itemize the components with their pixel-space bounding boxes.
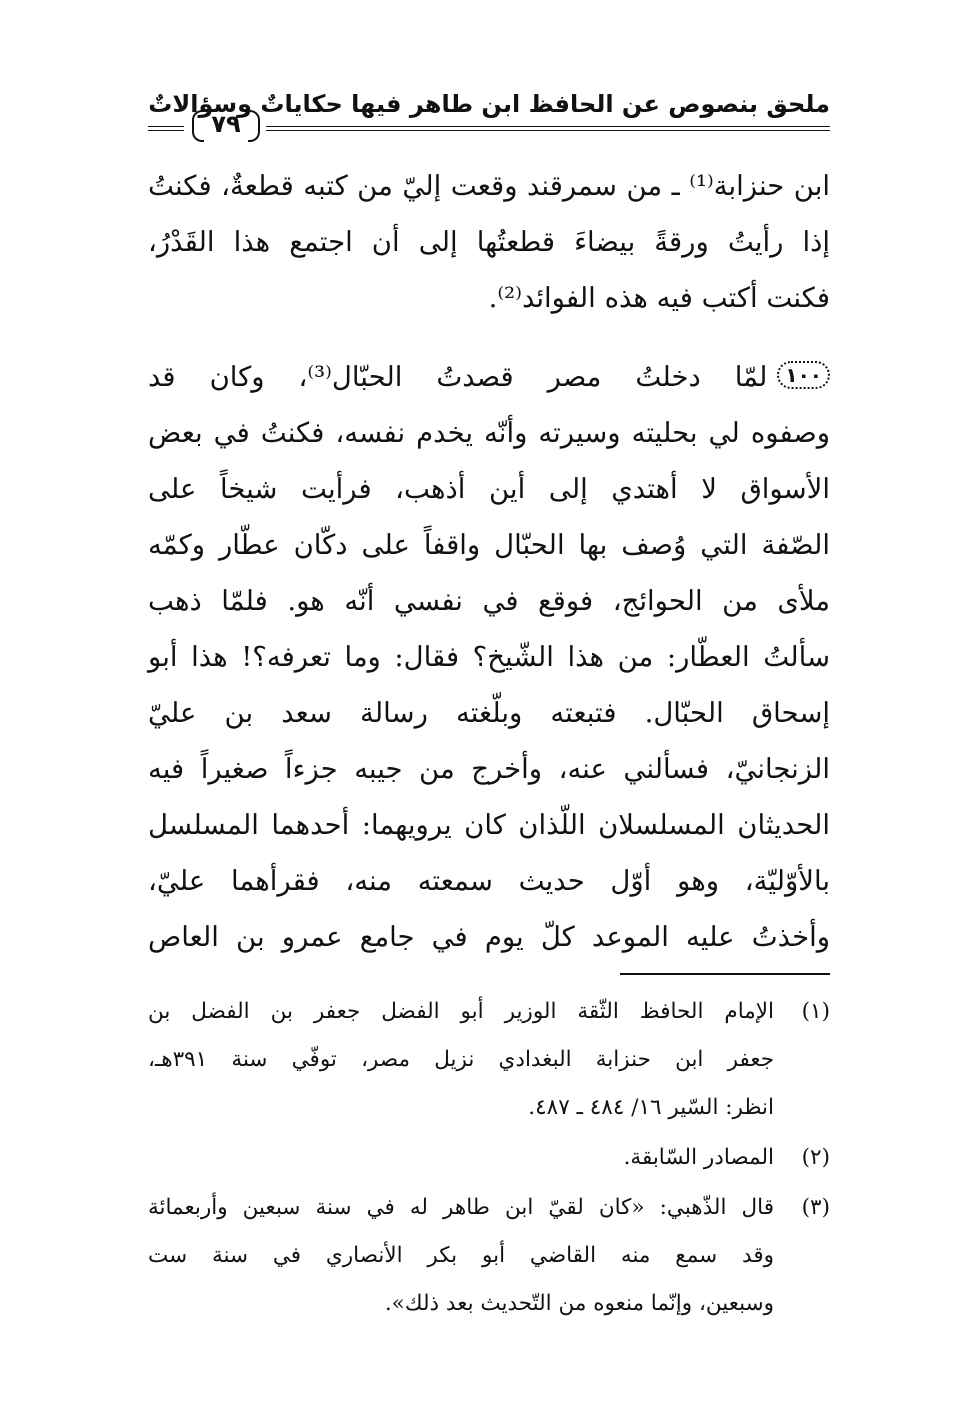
text-line: الزنجانيّ، فسألني عنه، وأخرج من جيبه جزءاً صغيراً فيه: [148, 753, 830, 785]
text-line: فكنت أكتب فيه هذه الفوائد⁽²⁾.: [488, 282, 830, 314]
footnote-number: (٣): [801, 1195, 830, 1220]
footnote-line: الإمام الحافظ الثّقة الوزير أبو الفضل جعفر بن الفضل بن: [148, 999, 774, 1024]
header-rule-left: [148, 126, 184, 131]
page-number: ٧٩: [192, 106, 260, 142]
footnote-line: وقد سمع منه القاضي أبو بكر الأنصاري في سنة ست: [148, 1243, 774, 1268]
text-line: الأسواق لا أهتدي إلى أين أذهب، فرأيت شيخاً على: [148, 473, 830, 505]
footnote-text: [148, 1184, 774, 1328]
footnote: [148, 1134, 830, 1182]
footnote-text: [148, 1134, 774, 1182]
footnotes: [148, 988, 830, 1330]
entry-first-line: لمّا دخلتُ مصر قصدتُ الحبّال⁽³⁾، وكان قد: [148, 361, 768, 393]
footnote-number: (٢): [801, 1145, 830, 1170]
text-line: بالأوّليّة، وهو أوّل حديث سمعته منه، فقرأهما عليّ،: [148, 865, 830, 897]
footnote-line: قال الذّهبي: «كان لقيّ ابن طاهر له في سنة سبعين وأربعمائة: [148, 1195, 774, 1220]
text-line: ابن حنزابة⁽¹⁾ ـ من سمرقند وقعت إليّ من كتبه قطعةٌ، فكنتُ: [148, 170, 830, 202]
footnote: [148, 988, 830, 1132]
text-line: ملأى من الحوائج، فوقع في نفسي أنّه هو. فلمّا ذهب: [148, 585, 830, 617]
text-line: الحديثان المسلسلان اللّذان كان يرويهما: أحدهما المسلسل: [148, 809, 830, 841]
footnote-line: المصادر السّابقة.: [623, 1145, 774, 1170]
text-line: إذا رأيتُ ورقةً بيضاءَ قطعتُها إلى أن اجتمع هذا القَدْرُ،: [148, 226, 830, 258]
text-line: إسحاق الحبّال. فتبعته وبلّغته رسالة سعد بن عليّ: [148, 697, 830, 729]
footnote-line: انظر: السّير ١٦/ ٤٨٤ ـ ٤٨٧.: [528, 1095, 774, 1120]
entry-number-badge: ١٠٠: [777, 361, 830, 389]
text-line: وصفوه لي بحليته وسيرته وأنّه يخدم نفسه، فكنتُ في بعض: [148, 417, 830, 449]
running-header: [148, 86, 830, 146]
footnote-text: [148, 988, 774, 1132]
footnote-line: جعفر ابن حنزابة البغدادي نزيل مصر، توفّي سنة ٣٩١هـ،: [148, 1047, 774, 1072]
running-title: ملحق بنصوص عن الحافظ ابن طاهر فيها حكاياتٌ وسؤالاتٌ: [148, 90, 830, 118]
footnote-number: (١): [801, 999, 830, 1024]
text-line: الصّفة التي وُصف بها الحبّال واقفاً على دكّان عطّار وكمّه: [148, 529, 830, 561]
footnote: [148, 1184, 830, 1328]
paragraph-entry-100: [148, 349, 830, 965]
footnote-line: وسبعين، وإنّما منعوه من التّحديث بعد ذلك».: [384, 1291, 774, 1316]
paragraph-continued: [148, 158, 830, 326]
text-line: سألتُ العطّار: من هذا الشّيخ؟ فقال: وما تعرفه؟! هذا أبو: [148, 641, 830, 673]
header-rule: [266, 126, 830, 131]
text-line: وأخذتُ عليه الموعد كلّ يوم في جامع عمرو بن العاص: [148, 921, 830, 953]
footnote-separator: [620, 973, 830, 975]
text-line: [148, 349, 830, 405]
